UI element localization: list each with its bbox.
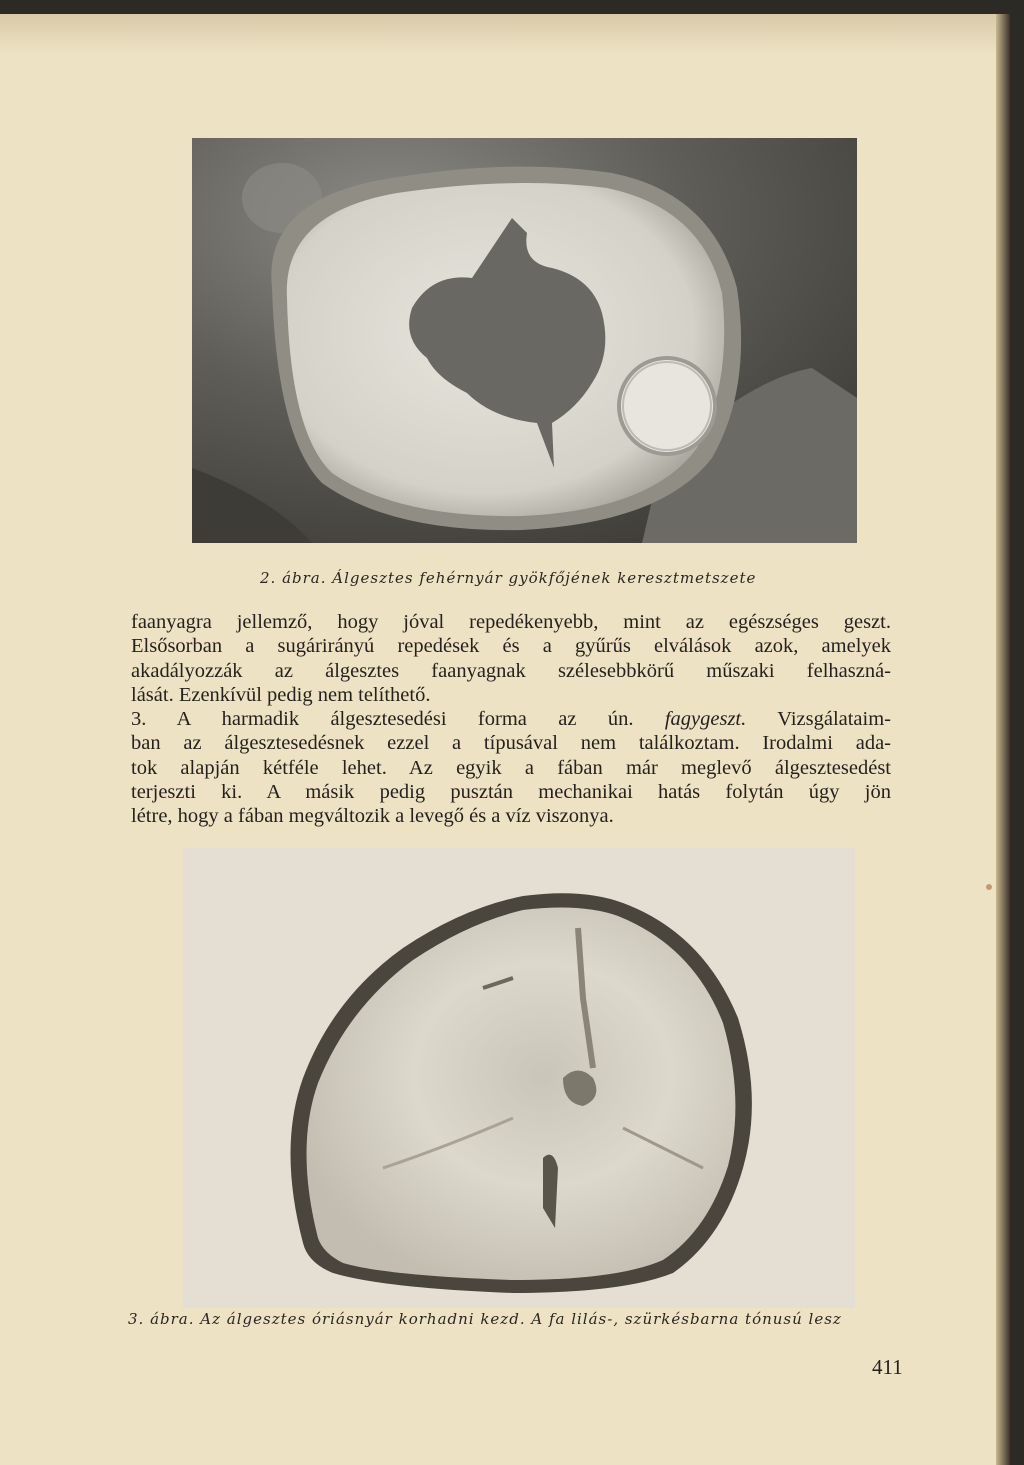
- text-line: Elsősorban a sugárirányú repedések és a gyűrűs elválások azok, amelyek: [131, 635, 891, 658]
- page-top-shadow: [0, 14, 1010, 54]
- figure-2-photo: [183, 848, 855, 1308]
- body-text: [131, 610, 891, 829]
- text-line: [131, 707, 891, 731]
- text-line: faanyagra jellemző, hogy jóval repedékenyebb, mint az egészséges geszt.: [131, 611, 891, 633]
- figure-1-photo: [192, 138, 857, 543]
- text-segment: 3. A harmadik álgesztesedési forma az ún.: [131, 708, 634, 731]
- text-line: létre, hogy a fában megváltozik a levegő és a víz viszonya.: [131, 805, 614, 828]
- page-number: 411: [872, 1355, 903, 1379]
- page-blemish: [986, 884, 992, 890]
- text-line: akadályozzák az álgesztes faanyagnak szélesebbkörű műszaki felhaszná-: [131, 659, 891, 682]
- text-line: lását. Ezenkívül pedig nem telíthető.: [131, 683, 431, 706]
- text-line: tok alapján kétféle lehet. Az egyik a fában már meglevő álgesztesedést: [131, 756, 891, 779]
- figure-2-caption: 3. ábra. Az álgesztes óriásnyár korhadni kezd. A fa lilás-, szürkésbarna tónusú lesz: [128, 1310, 842, 1328]
- figure-1-image: [192, 138, 857, 543]
- text-line: terjeszti ki. A másik pedig pusztán mechanikai hatás folytán úgy jön: [131, 781, 891, 804]
- figure-2-image: [183, 848, 855, 1308]
- page-binding-edge: [996, 14, 1010, 1465]
- figure-1-caption: 2. ábra. Álgesztes fehérnyár gyökfőjének keresztmetszete: [260, 569, 757, 587]
- text-segment: Vizsgálataim-: [746, 708, 892, 731]
- italic-term: fagygeszt.: [664, 708, 747, 731]
- text-line: ban az álgesztesedésnek ezzel a típusával nem találkoztam. Irodalmi ada-: [131, 732, 891, 755]
